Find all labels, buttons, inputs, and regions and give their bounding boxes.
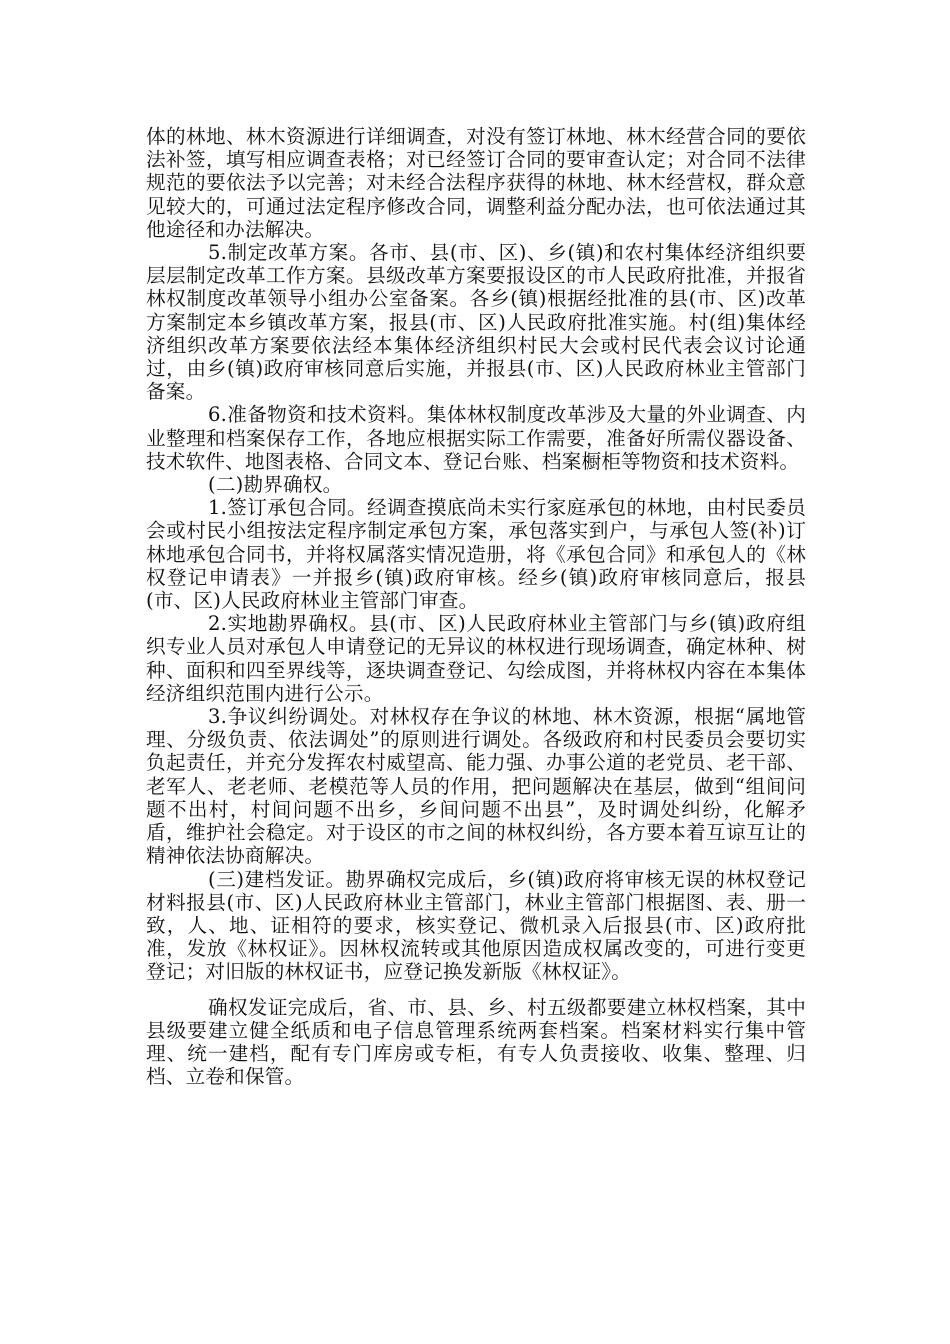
paragraph-item-5-reform-plan: 5.制定改革方案。各市、县(市、区)、乡(镇)和农村集体经济组织要层层制定改革工作方案。县级改革方案要报设区的市人民政府批准，并报省林权制度改革领导小组办公室备案。各乡(镇)根据经批准的县(市、区)改革方案制定本乡镇改革方案，报县(市、区)人民政府批准实施。村(组)集体经济组织改革方案要依法经本集体经济组织村民大会或村民代表会议讨论通过，由乡(镇)政府审核同意后实施，并报县(市、区)人民政府林业主管部门备案。 xyxy=(146,241,806,404)
paragraph-item-2-field-survey: 2.实地勘界确权。县(市、区)人民政府林业主管部门与乡(镇)政府组织专业人员对承包人申请登记的无异议的林权进行现场调查，确定林种、树种、面积和四至界线等，逐块调查登记、勾绘成图，并将林权内容在本集体经济组织范围内进行公示。 xyxy=(146,612,806,705)
paragraph-item-6-materials: 6.准备物资和技术资料。集体林权制度改革涉及大量的外业调查、内业整理和档案保存工作，各地应根据实际工作需要，准备好所需仪器设备、技术软件、地图表格、合同文本、登记台账、档案橱柜等物资和技术资料。 xyxy=(146,403,806,473)
section-heading-boundary-rights: (二)勘界确权。 xyxy=(208,473,343,497)
paragraph-item-3-dispute: 3.争议纠纷调处。对林权存在争议的林地、林木资源，根据“属地管理、分级负责、依法调处”的原则进行调处。各级政府和村民委员会要切实负起责任，并充分发挥农村威望高、能力强、办事公道的老党员、老干部、老军人、老老师、老模范等人员的作用，把问题解决在基层，做到“组间问题不出村，村间问题不出乡，乡间问题不出县”，及时调处纠纷，化解矛盾，维护社会稳定。对于设区的市之间的林权纠纷，各方要本着互谅互让的精神依法协商解决。 xyxy=(146,705,806,868)
paragraph-archives: 确权发证完成后，省、市、县、乡、村五级都要建立林权档案，其中县级要建立健全纸质和电子信息管理系统两套档案。档案材料实行集中管理、统一建档，配有专门库房或专柜，有专人负责接收、收集、整理、归档、立卷和保管。 xyxy=(146,995,806,1089)
paragraph-item-1-contract: 1.签订承包合同。经调查摸底尚未实行家庭承包的林地，由村民委员会或村民小组按法定程序制定承包方案，承包落实到户，与承包人签(补)订林地承包合同书，并将权属落实情况造册，将《承包合同》和承包人的《林权登记申请表》一并报乡(镇)政府审核。经乡(镇)政府审核同意后，报县(市、区)人民政府林业主管部门审查。 xyxy=(146,496,806,613)
document-body xyxy=(146,125,806,1088)
paragraph-continued-survey: 体的林地、林木资源进行详细调查，对没有签订林地、林木经营合同的要依法补签，填写相应调查表格；对已经签订合同的要审查认定；对合同不法律规范的要依法予以完善；对未经合法程序获得的林地、林木经营权，群众意见较大的，可通过法定程序修改合同，调整利益分配办法，也可依法通过其他途径和办法解决。 xyxy=(146,125,806,241)
paragraph-section-3-certificate: (三)建档发证。勘界确权完成后，乡(镇)政府将审核无误的林权登记材料报县(市、区)人民政府林业主管部门，林业主管部门根据图、表、册一致，人、地、证相符的要求，核实登记、微机录入后报县(市、区)政府批准，发放《林权证》。因林权流转或其他原因造成权属改变的，可进行变更登记；对旧版的林权证书，应登记换发新版《林权证》。 xyxy=(146,867,806,984)
